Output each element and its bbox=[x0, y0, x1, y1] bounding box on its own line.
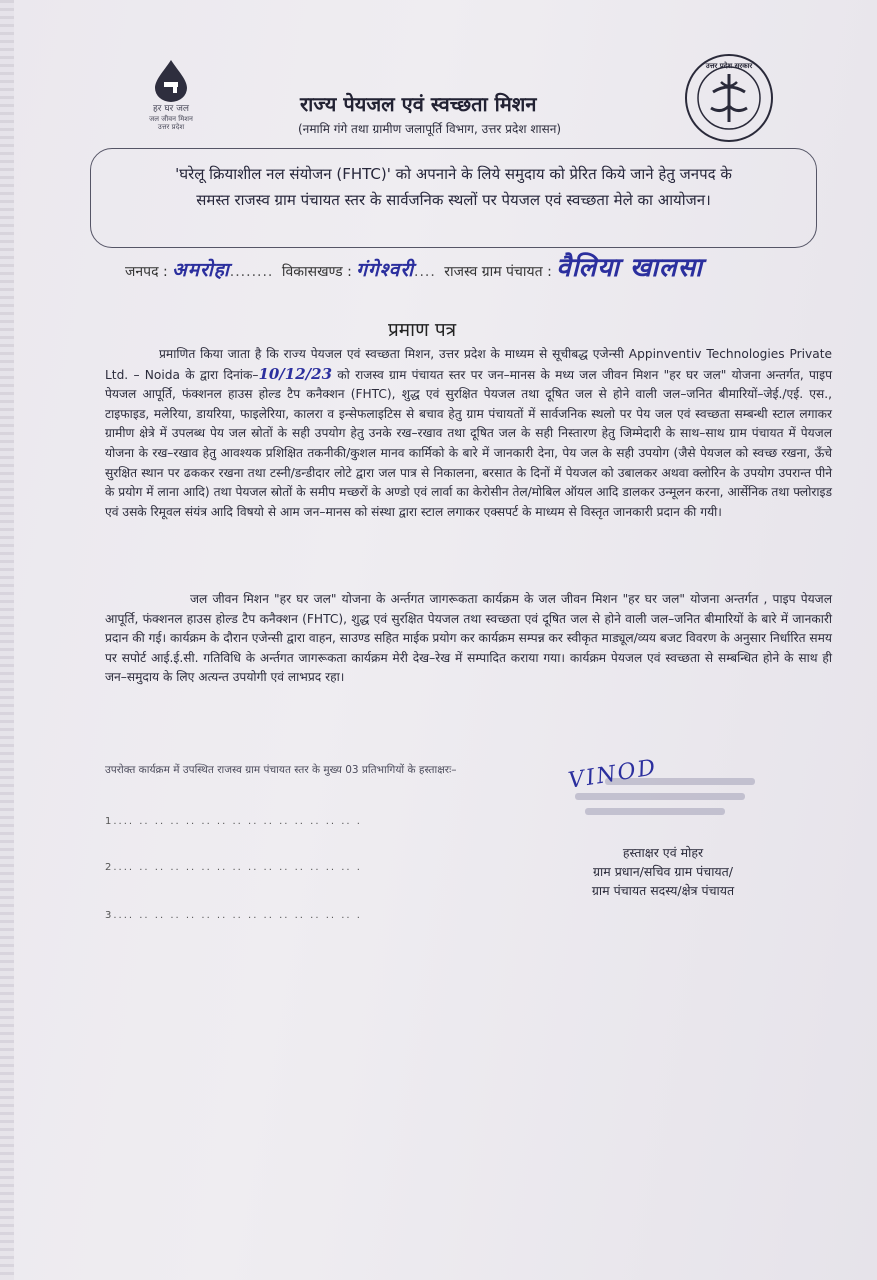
district-dots: ........ bbox=[229, 264, 274, 280]
page-title: राज्य पेयजल एवं स्वच्छता मिशन bbox=[300, 92, 537, 116]
panchayat-label: राजस्व ग्राम पंचायत : bbox=[444, 264, 552, 280]
district-value: अमरोहा bbox=[172, 259, 230, 281]
district-label: जनपद : bbox=[125, 264, 168, 280]
signature-role-1: ग्राम प्रधान/सचिव ग्राम पंचायत/ bbox=[592, 864, 734, 879]
logo-line-3: उत्तर प्रदेश bbox=[157, 123, 185, 131]
attendance-note: उपरोक्त कार्यक्रम में उपस्थित राजस्व ग्राम पंचायत स्तर के मुख्य 03 प्रतिभागियों के हस्ताक्षरः– bbox=[105, 764, 457, 776]
date-value: 10/12/23 bbox=[258, 364, 333, 383]
certificate-title: प्रमाण पत्र bbox=[388, 319, 457, 341]
certificate-paragraph-1 bbox=[105, 345, 832, 522]
panchayat-value: वैलिया खालसा bbox=[556, 253, 703, 283]
para1-rest: को राजस्व ग्राम पंचायत स्तर पर जन–मानस के मध्य जल जीवन मिशन "हर घर जल" योजना अन्तर्गत, पाइप पेयजल आपूर्ति, फंक्शनल हाउस होल्ड टैप कनैक्शन (FHTC), शुद्ध एवं सुरक्षित पेयजल तथा दूषित जल से होने वाली जल–जनित बीमारियों–जेई./एई. एस., टाइफाइड, मलेरिया, डायरिया, फाइलेरिया, कालरा व इन्सेफलाइटिस से बचाव हेतु ग्राम पंचायतों में सार्वजनिक स्थलो पर पेय जल एवं स्वच्छता सम्बन्धी स्टाल लगाकर ग्रामीण क्षेत्रे में उपलब्ध पेय जल स्रोतों के सही उपयोग हेतु उनके रख–रखाव तथा दूषित जल के सही निस्तारण हेतु जिम्मेदारी के साथ–साथ ग्राम पंचायत में पेयजल योजना के रख–रखाव हेतु आवश्यक प्रशिक्षित तकनीकी/कुशल मानव कार्मिको के बारे में जानकारी देना, पेय जल के सही उपयोग (जैसे पेयजल को स्वच्छ रखना, ऊँचे सुरक्षित स्थान पर ढककर रखना तथा टस्नी/डन्डीदार लोटे द्वारा जल पात्र से निकालना, बरसात के दिनों में पेयजल को उबालकर अथवा क्लोरिन के उपयोग उपरान्त पीने के प्रयोग में लाना आदि) तथा पेयजल स्रोतों के समीप मच्छरों के अण्डो एवं लार्वा का केरोसीन तेल/मोबिल ऑयल आदि डालकर उन्मूलन करना, आर्सेनिक तथा फ्लोराइड एवं उसके रिमूवल संयंत्र आदि विषयो से आम जन–मानस को संस्था द्वारा स्टाल लगाकर एक्सपर्ट के माध्यम से विस्तृत जानकारी प्रदान की गयी। bbox=[105, 367, 832, 519]
notice-line-1: 'घरेलू क्रियाशील नल संयोजन (FHTC)' को अपनाने के लिये समुदाय को प्रेरित किये जाने हेतु जनपद के bbox=[175, 165, 732, 183]
block-value: गंगेश्वरी bbox=[356, 259, 415, 281]
certificate-paragraph-2: जल जीवन मिशन "हर घर जल" योजना के अर्न्तगत जागरूकता कार्यक्रम के जल जीवन मिशन "हर घर जल" योजना अन्तर्गत , पाइप पेयजल आपूर्ति, फंक्शनल हाउस होल्ड टैप कनैक्शन (FHTC), शुद्ध एवं सुरक्षित पेयजल तथा स्वच्छता एवं दूषित जल से होने वाली जल–जनित बीमारियों के बारे में जानकारी प्रदान की गई। कार्यक्रम के दौरान एजेन्सी द्वारा वाहन, साउण्ड सहित माईक प्रयोग कर कार्यक्रम सम्पन्न कर स्वीकृत माड्यूल/व्यय बजट विवरण के अनुसार निर्धारित समय पर सपोर्ट आई.ई.सी. गतिविधि के अर्न्तगत जागरूकता कार्यक्रम मेरी देख–रेख में सम्पादित कराया गया। कार्यक्रम पेयजल एवं स्वच्छता से सम्बन्धित होने के साथ ही जन–समुदाय के लिए अत्यन्त उपयोगी एवं लाभप्रद रहा। bbox=[105, 592, 832, 685]
notice-line-2: समस्त राजस्व ग्राम पंचायत स्तर के सार्वजनिक स्थलों पर पेयजल एवं स्वच्छता मेले का आयोजन। bbox=[196, 191, 711, 209]
participant-signature-line-3: 3.... .. .. .. .. .. .. .. .. .. .. .. .. .. .. . bbox=[105, 910, 362, 921]
block-label: विकासखण्ड : bbox=[281, 264, 352, 280]
para1-start: प्रमाणित किया जाता है कि राज्य पेयजल एवं स्वच्छता मिशन, उत्तर प्रदेश के माध्यम से सूचीबद्ध एजेन्सी Appinventiv Technologies Private Ltd. – Noida के द्वारा दिनांक– bbox=[105, 347, 832, 382]
up-government-seal bbox=[683, 52, 775, 148]
logo-line-2: जल जीवन मिशन bbox=[149, 115, 193, 123]
logo-line-1: हर घर जल bbox=[153, 104, 189, 114]
water-drop-icon bbox=[151, 58, 191, 102]
handwritten-signature: VINOD bbox=[566, 755, 659, 794]
binding-edge bbox=[0, 0, 14, 1280]
participant-signature-line-2: 2.... .. .. .. .. .. .. .. .. .. .. .. .. .. .. . bbox=[105, 862, 362, 873]
location-fields bbox=[125, 248, 703, 284]
signature-block bbox=[563, 843, 763, 900]
seal-text: उत्तर प्रदेश सरकार bbox=[705, 62, 753, 70]
participant-signature-line-1: 1.... .. .. .. .. .. .. .. .. .. .. .. .. .. .. . bbox=[105, 816, 362, 827]
block-dots: .... bbox=[414, 264, 436, 280]
signature-role-2: ग्राम पंचायत सदस्य/क्षेत्र पंचायत bbox=[591, 883, 735, 898]
har-ghar-jal-logo bbox=[135, 58, 207, 131]
page-subtitle: (नमामि गंगे तथा ग्रामीण जलापूर्ति विभाग, उत्तर प्रदेश शासन) bbox=[298, 122, 562, 136]
signature-caption: हस्ताक्षर एवं मोहर bbox=[622, 845, 704, 860]
notice-box bbox=[90, 148, 817, 248]
